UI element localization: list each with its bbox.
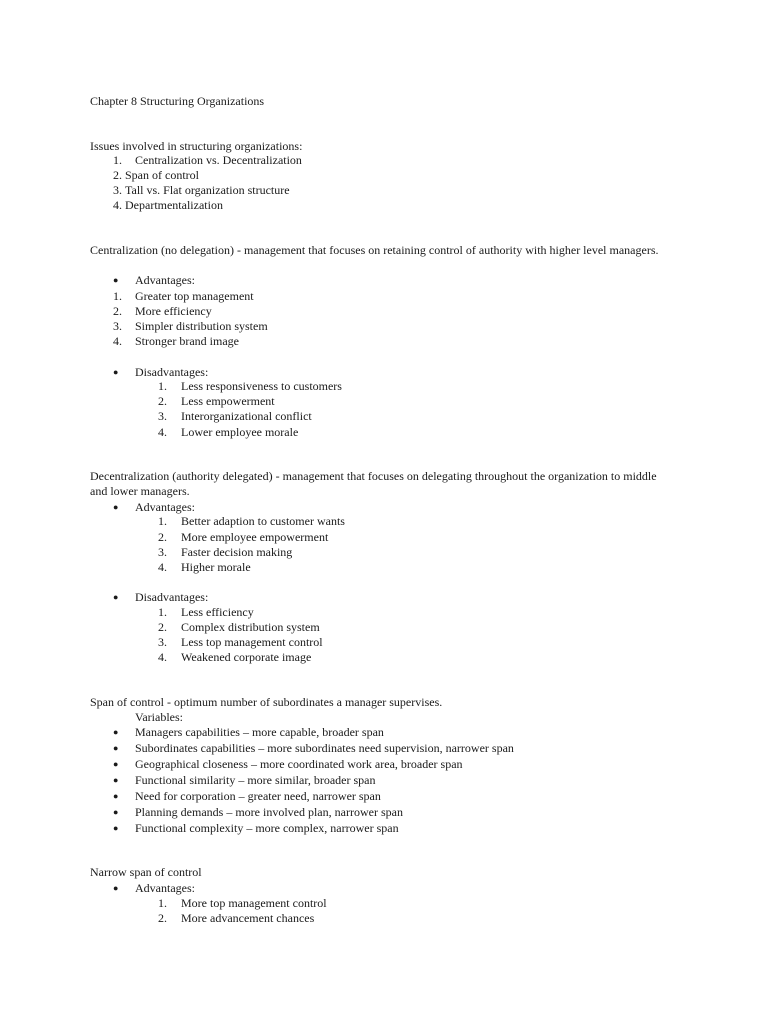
advantages-label: Advantages: (135, 500, 195, 514)
list-item: Planning demands – more involved plan, narrower span (135, 805, 403, 819)
list-item: Less top management control (181, 635, 323, 649)
list-item: Span of control (125, 168, 199, 182)
list-item: Better adaption to customer wants (181, 514, 345, 528)
list-item: Lower employee morale (181, 425, 299, 439)
list-item: Need for corporation – greater need, narrower span (135, 789, 381, 803)
advantages-label: Advantages: (135, 881, 195, 895)
list-item: Managers capabilities – more capable, broader span (135, 725, 384, 739)
list-item: Less efficiency (181, 605, 254, 619)
list-item-label: 4. (158, 650, 167, 664)
bullet-icon: ● (113, 275, 119, 285)
bullet-icon: ● (113, 502, 119, 512)
list-item: Tall vs. Flat organization structure (125, 183, 290, 197)
list-item: Complex distribution system (181, 620, 320, 634)
bullet-icon: ● (113, 883, 119, 893)
list-item-label: 2. (158, 911, 167, 925)
bullet-icon: ● (113, 775, 119, 785)
disadvantages-label: Disadvantages: (135, 590, 209, 604)
span-definition: Span of control - optimum number of subordinates a manager supervises. (90, 695, 443, 709)
bullet-icon: ● (113, 743, 119, 753)
page-title: Chapter 8 Structuring Organizations (90, 94, 265, 108)
list-item: Less responsiveness to customers (181, 379, 342, 393)
list-item-label: 3. (113, 183, 122, 197)
list-item-label: 2. (113, 304, 122, 318)
bullet-icon: ● (113, 823, 119, 833)
disadvantages-label: Disadvantages: (135, 365, 209, 379)
list-item: More top management control (181, 896, 327, 910)
bullet-icon: ● (113, 727, 119, 737)
list-item-label: 1. (158, 605, 167, 619)
list-item-label: 1. (158, 896, 167, 910)
list-item: Subordinates capabilities – more subordinates need supervision, narrower span (135, 741, 514, 755)
list-item-label: 1. (158, 514, 167, 528)
list-item: Weakened corporate image (181, 650, 312, 664)
list-item: Higher morale (181, 560, 251, 574)
bullet-icon: ● (113, 791, 119, 801)
list-item: Departmentalization (125, 198, 223, 212)
list-item-label: 4. (158, 560, 167, 574)
bullet-icon: ● (113, 592, 119, 602)
list-item: Geographical closeness – more coordinated work area, broader span (135, 757, 463, 771)
list-item: Less empowerment (181, 394, 275, 408)
variables-label: Variables: (135, 710, 183, 724)
decentralization-definition: Decentralization (authority delegated) - management that focuses on delegating throughout the organization to middle and lower managers. (90, 469, 657, 498)
list-item: More advancement chances (181, 911, 315, 925)
list-item: Functional complexity – more complex, narrower span (135, 821, 399, 835)
list-item: Simpler distribution system (135, 319, 268, 333)
list-item-label: 4. (158, 425, 167, 439)
list-item-label: 3. (158, 635, 167, 649)
list-item-label: 2. (158, 394, 167, 408)
list-item: Centralization vs. Decentralization (135, 153, 302, 167)
issues-intro: Issues involved in structuring organizations: (90, 139, 303, 153)
list-item: Stronger brand image (135, 334, 239, 348)
list-item-label: 2. (158, 620, 167, 634)
bullet-icon: ● (113, 367, 119, 377)
list-item: More employee empowerment (181, 530, 329, 544)
bullet-icon: ● (113, 807, 119, 817)
list-item: Interorganizational conflict (181, 409, 312, 423)
list-item-label: 2. (113, 168, 122, 182)
advantages-label: Advantages: (135, 273, 195, 287)
bullet-icon: ● (113, 759, 119, 769)
list-item-label: 2. (158, 530, 167, 544)
narrow-span-heading: Narrow span of control (90, 865, 202, 879)
list-item-label: 3. (113, 319, 122, 333)
list-item-label: 3. (158, 409, 167, 423)
list-item: More efficiency (135, 304, 212, 318)
list-item-label: 4. (113, 334, 122, 348)
list-item-label: 1. (113, 153, 122, 167)
list-item-label: 1. (158, 379, 167, 393)
list-item-label: 3. (158, 545, 167, 559)
list-item-label: 4. (113, 198, 122, 212)
list-item: Functional similarity – more similar, broader span (135, 773, 376, 787)
list-item-label: 1. (113, 289, 122, 303)
list-item: Faster decision making (181, 545, 293, 559)
centralization-definition: Centralization (no delegation) - management that focuses on retaining control of authority with higher level managers. (90, 243, 659, 257)
list-item: Greater top management (135, 289, 254, 303)
